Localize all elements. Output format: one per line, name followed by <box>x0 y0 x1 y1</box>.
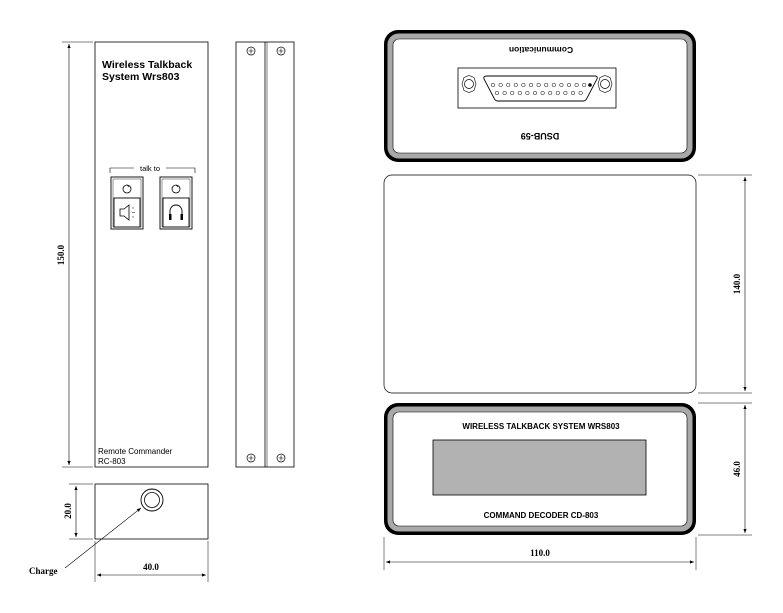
dim-decoder-width <box>384 537 696 570</box>
dim-remote-width <box>95 541 208 582</box>
charge-label: Charge <box>29 566 58 576</box>
decoder-top-view <box>384 175 696 393</box>
remote-side-view <box>236 42 294 467</box>
screw-icon <box>598 76 612 93</box>
dim-decoder-front-height-label: 46.0 <box>732 461 742 477</box>
decoder-top-outline <box>384 175 696 393</box>
decoder-back-panel <box>384 30 696 162</box>
dim-decoder-depth <box>698 175 752 393</box>
connector-title: Communication <box>508 45 574 55</box>
dim-decoder-width-label: 110.0 <box>530 548 550 558</box>
dim-decoder-depth-label: 140.0 <box>732 273 742 295</box>
screw-icon <box>277 47 285 55</box>
talk-to-label: talk to <box>139 164 161 173</box>
decoder-front-panel <box>384 403 696 535</box>
remote-title-line2: System Wrs803 <box>102 71 180 83</box>
screw-icon <box>462 76 476 93</box>
dim-base-height-label: 20.0 <box>63 503 73 519</box>
dsub-connector-icon <box>458 68 616 108</box>
screw-icon <box>277 454 285 462</box>
lcd-display <box>433 440 646 495</box>
dim-remote-height <box>56 42 93 467</box>
screw-icon <box>247 454 255 462</box>
remote-title-line1: Wireless Talkback <box>102 59 193 71</box>
dim-decoder-front-height <box>698 403 752 535</box>
screw-icon <box>247 47 255 55</box>
pin-one-marker <box>588 83 592 87</box>
remote-footer-line2: RC-803 <box>98 457 126 466</box>
dim-remote-height-label: 150.0 <box>56 244 66 266</box>
remote-footer-line1: Remote Commander <box>98 447 173 456</box>
headphone-button <box>160 177 192 229</box>
dim-remote-width-label: 40.0 <box>143 562 159 572</box>
connector-type-label: DSUB-59 <box>520 131 560 141</box>
remote-front-panel <box>95 42 208 467</box>
decoder-title: WIRELESS TALKBACK SYSTEM WRS803 <box>462 422 620 431</box>
speaker-button <box>111 177 143 229</box>
remote-panel-outline <box>95 42 208 467</box>
dim-base-height <box>63 484 93 539</box>
decoder-model: COMMAND DECODER CD-803 <box>483 511 599 520</box>
